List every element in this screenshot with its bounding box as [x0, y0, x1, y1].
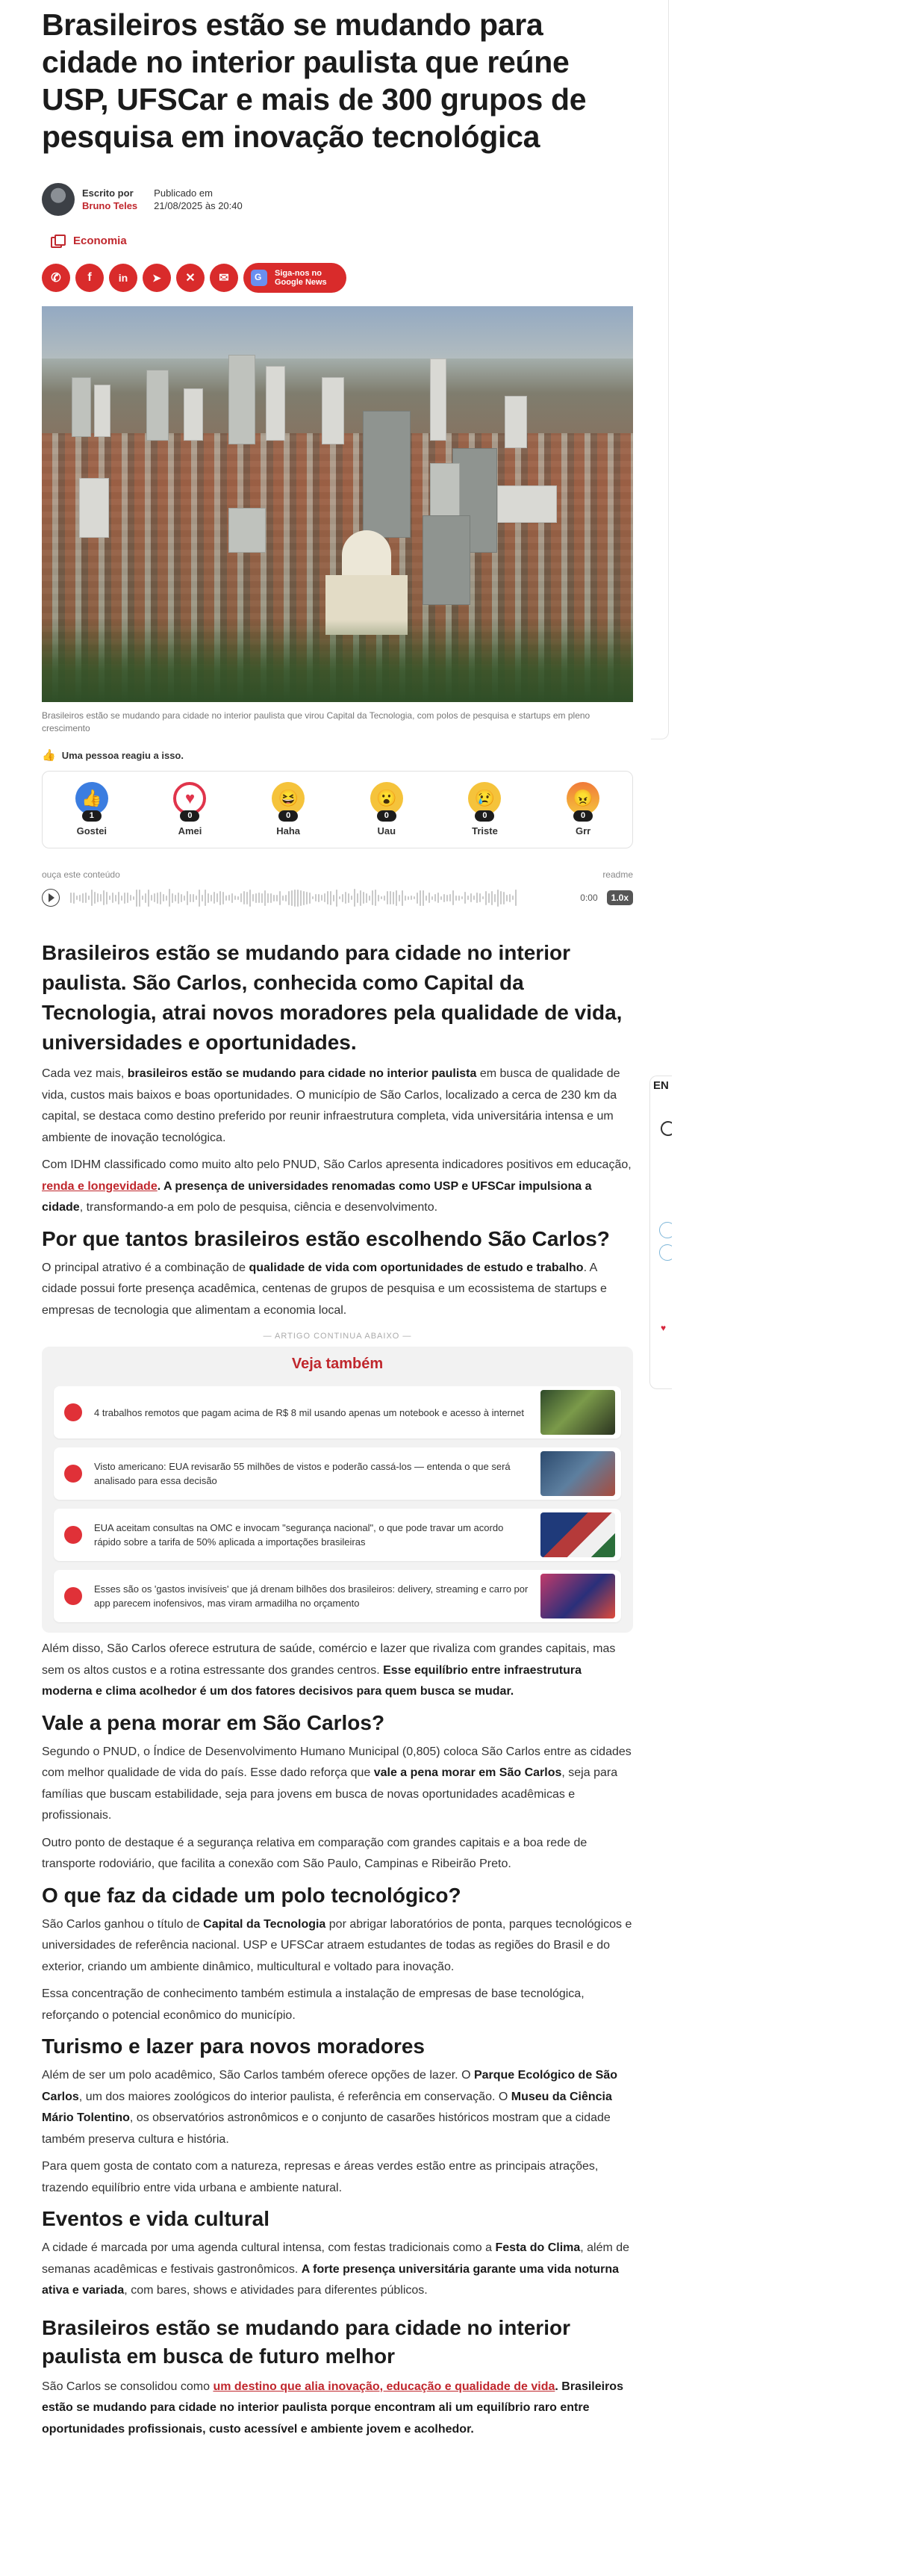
- reaction-count: 0: [180, 810, 199, 822]
- waveform-bar: [458, 896, 460, 901]
- angry-icon[interactable]: 😠: [567, 782, 599, 815]
- paragraph: São Carlos ganhou o título de Capital da Tecnologia por abrigar laboratórios de ponta, parques tecnológicos e universidades de referência nacional. USP e UFSCar atraem estudantes de todas as regiões do Brasil e do exterior, criando um ambiente dinâmico, multicultural e voltado para inovação.: [42, 1917, 632, 1973]
- waveform-bar: [396, 890, 397, 906]
- waveform-bar: [103, 890, 105, 905]
- paragraph: São Carlos se consolidou como um destino que alia inovação, educação e qualidade de vida. Brasileiros estão se mudando para cidade no interior paulista porque encontram ali um equilíbrio raro entre oportunidades profissionais, custo acessível e ambiente jovem e acolhedor.: [42, 2380, 623, 2436]
- waveform-bar: [488, 893, 490, 903]
- see-also-thumbnail[interactable]: [540, 1574, 615, 1618]
- inline-link[interactable]: renda e longevidade: [42, 1179, 158, 1193]
- waveform-bar: [115, 895, 116, 901]
- waveform-bar: [139, 890, 140, 907]
- waveform-bar: [133, 896, 134, 900]
- waveform-bar: [485, 891, 487, 905]
- section-heading: Vale a pena morar em São Carlos?: [42, 1710, 385, 1734]
- bullet-dot: [64, 1465, 82, 1483]
- section-heading: O que faz da cidade um polo tecnológico?: [42, 1883, 461, 1907]
- waveform-bar: [175, 895, 176, 901]
- whatsapp-share-button[interactable]: ✆: [42, 264, 70, 292]
- play-icon[interactable]: [42, 889, 60, 907]
- reaction-label: Haha: [276, 825, 301, 837]
- waveform-bar: [428, 893, 430, 903]
- waveform-bar: [73, 893, 75, 904]
- audio-player: [42, 887, 633, 908]
- waveform-bar: [345, 892, 346, 904]
- waveform-bar: [393, 892, 394, 904]
- waveform-bar: [112, 893, 113, 903]
- waveform-bar: [339, 896, 340, 899]
- reaction-grr[interactable]: [557, 782, 609, 837]
- waveform-bar: [420, 890, 421, 906]
- waveform-bar: [360, 890, 361, 906]
- waveform-bar: [142, 896, 143, 900]
- waveform-bar: [479, 893, 481, 902]
- waveform-bar: [160, 892, 161, 904]
- waveform-bar: [190, 894, 191, 902]
- waveform-bar: [494, 894, 496, 902]
- waveform-bar: [482, 896, 484, 899]
- waveform-bar: [282, 896, 284, 901]
- inline-link[interactable]: um destino que alia inovação, educação e qualidade de vida: [213, 2380, 555, 2393]
- waveform-bar: [431, 896, 433, 900]
- email-share-button[interactable]: ✉: [210, 264, 238, 292]
- written-by-label: Escrito por: [82, 187, 134, 199]
- paragraph: A cidade é marcada por uma agenda cultural intensa, com festas tradicionais como a Festa do Clima, além de semanas acadêmicas e festivais gastronômicos. A forte presença universitária garante uma vida noturna ativa e variada, com bares, shows e atividades para diferentes públicos.: [42, 2241, 630, 2297]
- reaction-count: 1: [82, 810, 102, 822]
- share-bar: [42, 263, 633, 293]
- waveform-bar: [491, 891, 493, 905]
- waveform-bar: [76, 896, 78, 900]
- waveform-bar: [384, 896, 385, 901]
- waveform-bar: [348, 893, 349, 903]
- paragraph: Segundo o PNUD, o Índice de Desenvolvimento Humano Municipal (0,805) coloca São Carlos entre as cidades com melhor qualidade de vida do país. Esse dado reforça que vale a pena morar em São Carlos, seja para famílias que buscam estabilidade, seja para jovens em busca de novas oportunidades acadêmicas e profissionais.: [42, 1745, 632, 1822]
- waveform-bar: [306, 892, 308, 904]
- waveform-bar: [300, 890, 302, 906]
- waveform-bar: [303, 891, 305, 905]
- waveform-bar: [91, 890, 93, 906]
- reaction-label: Amei: [178, 825, 202, 837]
- see-also-item[interactable]: [54, 1570, 621, 1622]
- waveform-bar: [446, 895, 448, 901]
- waveform-bar: [178, 893, 179, 904]
- paragraph: Para quem gosta de contato com a natureza, represas e áreas verdes estão entre as principais atrações, trazendo equilíbrio entre vida urbana e ambiente natural.: [42, 2160, 599, 2194]
- waveform-bar: [228, 895, 230, 901]
- see-also-item[interactable]: [54, 1386, 621, 1438]
- reaction-triste[interactable]: [458, 782, 511, 837]
- reaction-count: 0: [475, 810, 494, 822]
- haha-icon[interactable]: 😆: [272, 782, 305, 815]
- waveform-bar: [127, 893, 128, 903]
- waveform-bar: [315, 894, 317, 901]
- waveform-bar: [399, 895, 400, 901]
- waveform-bar: [333, 895, 334, 901]
- waveform-bar: [208, 893, 209, 903]
- waveform-bar: [163, 894, 164, 901]
- waveform-bar: [423, 890, 424, 906]
- waveform-bar: [240, 893, 242, 902]
- waveform-bar: [252, 894, 254, 901]
- waveform-bar: [246, 892, 248, 904]
- sidebar-widget[interactable]: [649, 1076, 672, 1389]
- wow-icon[interactable]: 😮: [370, 782, 403, 815]
- waveform-bar: [321, 895, 322, 901]
- waveform-bar: [297, 890, 299, 907]
- published-label: Publicado em: [154, 187, 213, 199]
- waveform-bar: [285, 895, 287, 901]
- waveform-bar: [222, 892, 224, 904]
- love-icon[interactable]: ♥: [173, 782, 206, 815]
- waveform-bar: [154, 893, 155, 902]
- waveform-bar: [267, 893, 269, 903]
- waveform-bar: [94, 892, 96, 904]
- waveform-bar: [70, 893, 72, 903]
- article-headline: Brasileiros estão se mudando para cidade no interior paulista que reúne USP, UFSCar e mais de 300 grupos de pesquisa em inovação tecnológica: [42, 7, 587, 154]
- gnews-line2: Google News: [275, 278, 327, 287]
- waveform-bar: [288, 891, 290, 905]
- bullet-dot: [64, 1587, 82, 1605]
- reaction-amei[interactable]: [163, 782, 216, 837]
- paragraph: Outro ponto de destaque é a segurança relativa em comparação com grandes capitais e a boa rede de transporte rodoviário, que facilita a conexão com São Paulo, Campinas e Ribeirão Preto.: [42, 1836, 587, 1870]
- waveform-bar: [515, 890, 517, 906]
- waveform-bar: [172, 893, 173, 903]
- playback-speed-button[interactable]: 1.0x: [607, 890, 633, 905]
- bullet-dot: [64, 1526, 82, 1544]
- audio-header: [42, 869, 633, 880]
- see-also-item-text[interactable]: Visto americano: EUA revisarão 55 milhões de vistos e poderão cassá-los — entenda o que será analisado para essa decisão: [94, 1461, 511, 1486]
- see-also-item-text[interactable]: 4 trabalhos remotos que pagam acima de R$ 8 mil usando apenas um notebook e acesso à internet: [94, 1406, 524, 1418]
- waveform-bar: [357, 893, 358, 903]
- waveform-bar: [124, 893, 125, 904]
- cathedral: [325, 530, 408, 635]
- waveform-bar: [467, 896, 469, 900]
- waveform-bar: [193, 894, 194, 902]
- waveform-bar: [312, 896, 314, 899]
- see-also-item[interactable]: [54, 1447, 621, 1500]
- waveform-bar: [503, 892, 505, 904]
- article-lede: Brasileiros estão se mudando para cidade no interior paulista. São Carlos, conhecida como Capital da Tecnologia, atrai novos moradores pela qualidade de vida, universidades e oportunidades.: [42, 941, 623, 1054]
- hero-image: [42, 306, 633, 702]
- waveform-bar: [130, 895, 131, 901]
- waveform-bar: [199, 890, 200, 907]
- waveform-bar: [342, 894, 343, 902]
- sidebar-widget-avatar: [661, 1121, 672, 1136]
- section-heading: Brasileiros estão se mudando para cidade no interior paulista em busca de futuro melhor: [42, 2315, 570, 2368]
- article-main: [42, 0, 633, 2440]
- waveform-bar: [327, 891, 328, 904]
- paragraph: O principal atrativo é a combinação de qualidade de vida com oportunidades de estudo e trabalho. A cidade possui forte presença acadêmica, centenas de grupos de pesquisa e um ecossistema de startups e empresas de tecnologia que alimentam a economia local.: [42, 1261, 607, 1317]
- waveform-bar: [196, 896, 197, 900]
- waveform-bar: [426, 896, 427, 901]
- waveform-bar: [79, 895, 81, 901]
- waveform-bar: [354, 889, 355, 907]
- listen-label: ouça este conteúdo: [42, 869, 120, 880]
- reaction-count: 0: [573, 810, 593, 822]
- author-avatar[interactable]: [42, 183, 75, 216]
- sidebar-widget-button[interactable]: [659, 1244, 672, 1261]
- waveform-bar: [408, 896, 409, 900]
- author-link[interactable]: Bruno Teles: [82, 200, 138, 211]
- gnews-line1: Siga-nos no: [275, 269, 322, 278]
- waveform-bar: [273, 895, 275, 901]
- waveform-bar: [211, 895, 212, 901]
- waveform-bar: [473, 896, 475, 900]
- waveform-bar: [375, 890, 376, 906]
- waveform-bar: [151, 895, 152, 901]
- waveform-bar: [372, 890, 373, 905]
- waveform-bar: [405, 896, 406, 901]
- image-caption: Brasileiros estão se mudando para cidade no interior paulista que virou Capital da Tecnologia, com polos de pesquisa e startups em pleno crescimento: [42, 710, 590, 733]
- thumbs-up-icon: 👍: [42, 749, 56, 762]
- waveform-bar: [118, 892, 119, 904]
- reaction-label: Uau: [377, 825, 396, 837]
- audio-waveform[interactable]: [70, 888, 570, 907]
- waveform-bar: [512, 896, 514, 900]
- waveform-bar: [500, 891, 502, 904]
- waveform-bar: [324, 893, 325, 902]
- category-label[interactable]: Economia: [73, 234, 127, 247]
- waveform-bar: [279, 891, 281, 905]
- section-heading: Por que tantos brasileiros estão escolhendo São Carlos?: [42, 1226, 610, 1250]
- see-also-item-text[interactable]: Esses são os 'gastos invisíveis' que já drenam bilhões dos brasileiros: delivery, streaming e carro por app parecem inofensivos, mas viram armadilha no orçamento: [94, 1583, 529, 1609]
- telegram-share-button[interactable]: ➤: [143, 264, 171, 292]
- see-also-box: [42, 1347, 633, 1633]
- waveform-bar: [225, 896, 227, 901]
- reaction-summary-text: Uma pessoa reagiu a isso.: [61, 749, 184, 761]
- waveform-bar: [411, 896, 412, 900]
- waveform-bar: [291, 890, 293, 906]
- waveform-bar: [184, 896, 185, 901]
- waveform-bar: [443, 894, 445, 902]
- reaction-label: Grr: [575, 825, 591, 837]
- see-also-thumbnail[interactable]: [540, 1512, 615, 1557]
- waveform-bar: [363, 892, 364, 904]
- waveform-bar: [455, 896, 457, 901]
- reaction-count: 0: [377, 810, 396, 822]
- section-heading: Eventos e vida cultural: [42, 2207, 269, 2230]
- continues-below-label: — ARTIGO CONTINUA ABAIXO —: [263, 1332, 412, 1341]
- sad-icon[interactable]: 😢: [468, 782, 501, 815]
- waveform-bar: [437, 893, 439, 903]
- waveform-bar: [476, 893, 478, 903]
- see-also-thumbnail[interactable]: [540, 1390, 615, 1435]
- byline: [42, 182, 633, 217]
- waveform-bar: [243, 891, 245, 904]
- see-also-title: Veja também: [291, 1356, 384, 1372]
- waveform-bar: [148, 890, 149, 907]
- waveform-bar: [258, 893, 260, 903]
- see-also-item-text[interactable]: EUA aceitam consultas na OMC e invocam "segurança nacional", o que pode travar um acordo rápido sobre a tarifa de 50% aplicada a importações brasileiras: [94, 1522, 504, 1548]
- paragraph: Essa concentração de conhecimento também estimula a instalação de empresas de base tecnológica, reforçando o potencial econômico do município.: [42, 1987, 585, 2022]
- waveform-bar: [88, 896, 90, 900]
- reaction-haha[interactable]: [262, 782, 314, 837]
- waveform-bar: [330, 891, 331, 905]
- google-news-icon: [251, 270, 267, 286]
- heart-icon: ♥: [661, 1323, 667, 1333]
- waveform-bar: [336, 890, 337, 907]
- facebook-share-button[interactable]: f: [75, 264, 104, 292]
- waveform-bar: [234, 896, 236, 900]
- waveform-bar: [378, 895, 379, 901]
- waveform-bar: [497, 890, 499, 907]
- linkedin-share-button[interactable]: in: [109, 264, 137, 292]
- waveform-bar: [414, 896, 415, 899]
- waveform-bar: [255, 893, 257, 903]
- waveform-bar: [464, 892, 466, 904]
- waveform-bar: [387, 891, 388, 904]
- waveform-bar: [121, 896, 122, 901]
- waveform-bar: [136, 890, 137, 907]
- see-also-thumbnail[interactable]: [540, 1451, 615, 1496]
- bullet-dot: [64, 1403, 82, 1421]
- waveform-bar: [449, 894, 451, 901]
- reaction-gostei[interactable]: [66, 782, 118, 837]
- waveform-bar: [106, 892, 107, 904]
- category-icon: [51, 235, 64, 246]
- waveform-bar: [509, 894, 511, 902]
- reaction-label: Gostei: [76, 825, 107, 837]
- waveform-bar: [440, 896, 442, 900]
- paragraph: Além de ser um polo acadêmico, São Carlos também oferece opções de lazer. O Parque Ecológico de São Carlos, um dos maiores zoológicos do interior paulista, é referência em conservação. O Museu da Ciência Mário Tolentino, os observatórios astronômicos e o conjunto de casarões históricos mostram que a cidade também preserva cultura e história.: [42, 2069, 617, 2146]
- audio-time: 0:00: [580, 893, 598, 903]
- waveform-bar: [205, 890, 206, 906]
- waveform-bar: [202, 895, 203, 901]
- waveform-bar: [261, 893, 263, 903]
- waveform-bar: [264, 890, 266, 906]
- waveform-bar: [213, 892, 215, 904]
- waveform-bar: [470, 893, 472, 902]
- waveform-bar: [219, 891, 221, 905]
- waveform-bar: [216, 893, 218, 902]
- waveform-bar: [249, 890, 251, 907]
- waveform-bar: [237, 896, 239, 900]
- waveform-bar: [366, 893, 367, 903]
- waveform-bar: [434, 894, 436, 901]
- waveform-bar: [369, 896, 370, 901]
- waveform-bar: [85, 893, 87, 903]
- waveform-bar: [461, 896, 463, 899]
- waveform-bar: [145, 893, 146, 903]
- waveform-bar: [276, 895, 278, 901]
- published-date: 21/08/2025 às 20:40: [154, 200, 243, 211]
- waveform-bar: [294, 890, 296, 907]
- waveform-bar: [157, 893, 158, 904]
- waveform-bar: [100, 894, 102, 901]
- category-tag[interactable]: [51, 232, 633, 249]
- waveform-bar: [270, 893, 272, 903]
- waveform-bar: [417, 893, 418, 904]
- section-heading: Turismo e lazer para novos moradores: [42, 2035, 425, 2058]
- waveform-bar: [187, 891, 188, 905]
- audio-brand[interactable]: readme: [602, 869, 633, 880]
- paragraph: Cada vez mais, brasileiros estão se mudando para cidade no interior paulista em busca de qualidade de vida, custos mais baixos e boas oportunidades. O município de São Carlos, localizado a cerca de 230 km da capital, se destaca como destino preferido por reunir infraestrutura completa, vida universitária intensa e um ambiente de inovação tecnológica.: [42, 1067, 620, 1144]
- waveform-bar: [390, 891, 391, 904]
- reaction-uau[interactable]: [361, 782, 413, 837]
- waveform-bar: [506, 895, 508, 901]
- reaction-count: 0: [278, 810, 298, 822]
- sidebar-widget-title: EN: [653, 1079, 669, 1092]
- waveform-bar: [109, 896, 110, 900]
- waveform-bar: [169, 889, 170, 907]
- waveform-bar: [381, 896, 382, 899]
- waveform-bar: [181, 894, 182, 902]
- reactions-panel: [42, 771, 633, 848]
- waveform-bar: [97, 893, 99, 902]
- waveform-bar: [402, 890, 403, 906]
- waveform-bar: [452, 890, 454, 905]
- waveform-bar: [318, 894, 320, 902]
- reaction-summary: [42, 748, 633, 762]
- see-also-item[interactable]: [54, 1509, 621, 1561]
- waveform-bar: [166, 896, 167, 901]
- sidebar-widget-button[interactable]: [659, 1222, 672, 1238]
- reaction-label: Triste: [472, 825, 498, 837]
- sidebar-ad-column: [651, 0, 669, 739]
- paragraph: Além disso, São Carlos oferece estrutura de saúde, comércio e lazer que rivaliza com grandes capitais, mas sem os altos custos e a rotina estressante dos grandes centros. Esse equilíbrio entre infraestrutura moderna e clima acolhedor é um dos fatores decisivos para quem busca se mudar.: [42, 1642, 616, 1698]
- paragraph: Com IDHM classificado como muito alto pelo PNUD, São Carlos apresenta indicadores positivos em educação, renda e longevidade. A presença de universidades renomadas como USP e UFSCar impulsiona a cidade, transformando-a em polo de pesquisa, ciência e desenvolvimento.: [42, 1158, 632, 1214]
- x-share-button[interactable]: ✕: [176, 264, 205, 292]
- waveform-bar: [309, 893, 311, 904]
- google-news-button[interactable]: [243, 263, 346, 293]
- waveform-bar: [231, 893, 233, 903]
- like-icon[interactable]: 👍: [75, 782, 108, 815]
- waveform-bar: [82, 893, 84, 903]
- waveform-bar: [351, 896, 352, 900]
